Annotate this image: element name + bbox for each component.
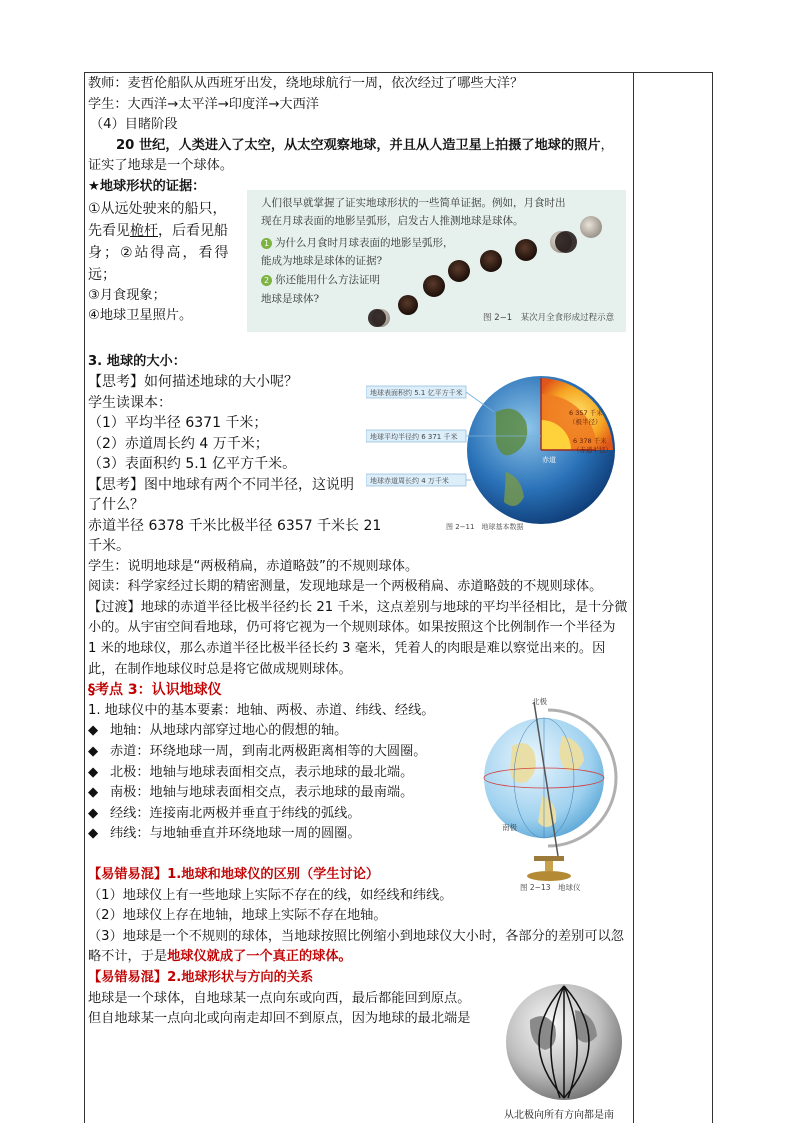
underlined-text: 桅杆	[130, 222, 158, 239]
moon-icon	[480, 250, 502, 272]
text-line: 阅读：科学家经过长期的精密测量，发现地球是一个两极稍扁、赤道略鼓的不规则球体。	[88, 579, 603, 595]
moon-icon	[580, 216, 602, 238]
number-badge: 2	[261, 275, 272, 286]
text-line: 但自地球某一点向北或向南走却回不到原点，因为地球的最北端是	[88, 1011, 471, 1027]
text-line: 学生：大西洋→太平洋→印度洋→大西洋	[88, 96, 319, 112]
text-line: （1）平均半径 6371 千米；	[88, 415, 268, 432]
text-line: （4）目睹阶段	[90, 117, 178, 133]
figure-text: 现在月球表面的地影呈弧形，启发古人推测地球是球体。	[261, 215, 524, 227]
text-line: （3）表面积约 5.1 亿平方千米。	[88, 456, 297, 473]
bullet-icon: ◆	[88, 764, 99, 780]
text-line: （2）地球仪上存在地轴，地球上实际不存在地轴。	[88, 908, 387, 924]
figure-label: （赤道半径）	[573, 446, 612, 454]
tip-label: 【易错易混】	[88, 969, 168, 985]
moon-icon	[423, 275, 445, 297]
text-run: ，后看见船	[158, 222, 228, 239]
text-run: 先看见	[88, 222, 130, 239]
bullet-icon: ◆	[88, 805, 99, 821]
tip-label: 【易错易混】	[88, 866, 168, 882]
table-column-divider	[633, 72, 634, 1123]
figure-caption: 图 2−11 地球基本数据	[446, 523, 524, 531]
moon-icon	[515, 239, 537, 261]
bullet-text: 经线：连接南北两极并垂直于纬线的弧线。	[110, 805, 361, 821]
earth-data-figure	[366, 372, 628, 540]
text-line: 身；②站得高，看得	[88, 244, 231, 261]
figure-caption: 从北极向所有方向都是南	[504, 1110, 614, 1121]
globe-illustration	[472, 696, 632, 892]
paragraph-transition: 【过渡】地球的赤道半径比极半径约长 21 千米，这点差别与地球的平均半径相比，是十分微小的。从宇宙空间看地球，仍可将它视为一个规则球体。如果按照这个比例制作一个半径为 1 米的地球仪，那么赤道半径比极半径长约 3 毫米，凭着人的肉眼是难以察觉出来的。因此，在制作地球仪时总是将它做成规则球体。	[88, 599, 628, 677]
text-line: ①从远处驶来的船只，	[88, 200, 227, 217]
text-line: 远；	[88, 266, 116, 283]
text-line	[88, 927, 628, 968]
highlight-text: 地球仪就成了一个真正的球体。	[167, 949, 352, 965]
section-heading-3: §考点 3：认识地球仪	[88, 682, 222, 699]
bullet-icon: ◆	[88, 744, 99, 759]
highlight-text: 人造卫星上拍摄了地球的照片	[429, 137, 601, 153]
text-line: 学生读课本：	[88, 394, 172, 411]
text-run: （3）地球是一个不规则的球体，当地球按照比例缩小到地球仪大小时，各部分的差别可以忽略不计，于是	[88, 928, 624, 965]
moon-icon	[398, 295, 418, 315]
direction-globe-illustration	[500, 980, 628, 1104]
direction-globe-figure	[500, 980, 628, 1122]
figure-label: 赤道	[542, 456, 556, 464]
text-run: 20 世纪，人类进入了太空，从太空观察地球，并且从	[116, 137, 430, 153]
figure-label: 地球赤道周长约 4 万千米	[370, 477, 449, 485]
tip-title: 2.地球形状与方向的关系	[167, 969, 314, 985]
bullet-text: 南极：地轴与地球表面相交点，表示地球的最南端。	[110, 785, 414, 801]
figure-text: 人们很早就掌握了证实地球形状的一些简单证据。例如，月食时出	[261, 197, 566, 209]
figure-caption: 图 2−13 地球仪	[520, 883, 581, 892]
bullet-text: 北极：地轴与地球表面相交点，表示地球的最北端。	[110, 764, 414, 780]
text-line: ③月食现象；	[88, 287, 166, 303]
tip-title: 1.地球和地球仪的区别（学生讨论）	[167, 866, 380, 882]
text-line: （1）地球仪上有一些地球上实际不存在的线，如经线和纬线。	[88, 887, 453, 903]
text-run: ，	[600, 137, 614, 153]
text-line	[88, 136, 630, 157]
figure-text: 你还能用什么方法证明	[275, 274, 380, 286]
bullet-text: 赤道：环绕地球一周，到南北两极距离相等的大圆圈。	[110, 744, 427, 759]
lunar-eclipse-figure	[247, 190, 626, 332]
bullet-icon: ◆	[88, 723, 99, 739]
figure-text: 为什么月食时月球表面的地影呈弧形，	[275, 237, 454, 249]
bullet-text: 纬线：与地轴垂直并环绕地球一周的圆圈。	[110, 826, 361, 842]
figure-text: 能成为地球是球体的证据?	[261, 255, 383, 267]
text-line: ④地球卫星照片。	[88, 307, 193, 323]
figure-label: 地球平均半径约 6 371 千米	[370, 433, 458, 441]
text-line: 地球是一个球体，自地球某一点向东或向西，最后都能回到原点。	[88, 990, 471, 1006]
text-line: 赤道半径 6378 千米比极半径 6357 千米长 21	[88, 517, 382, 534]
figure-label: 地球表面积约 5.1 亿平方千米	[370, 389, 463, 397]
text-line: 【思考】如何描述地球的大小呢？	[88, 374, 298, 391]
text-line: 教师：麦哲伦船队从西班牙出发，绕地球航行一周，依次经过了哪些大洋？	[88, 76, 524, 91]
text-line: 证实了地球是一个球体。	[88, 158, 234, 174]
text-line: 千米。	[88, 538, 130, 555]
figure-caption: 图 2−1 某次月全食形成过程示意	[483, 313, 615, 323]
section-heading: 3. 地球的大小：	[88, 353, 186, 369]
figure-label: （极半径）	[569, 418, 602, 426]
moon-icon	[448, 260, 470, 282]
text-line: （2）赤道周长约 4 万千米；	[88, 435, 269, 452]
south-pole-label: 南极	[502, 823, 517, 832]
bullet-icon: ◆	[88, 826, 99, 842]
text-line: 学生：说明地球是“两极稍扁，赤道略鼓”的不规则球体。	[88, 558, 419, 574]
globe-figure	[472, 696, 632, 892]
bullet-text: 地轴：从地球内部穿过地心的假想的轴。	[110, 723, 348, 739]
evidence-heading: ★地球形状的证据：	[88, 178, 206, 194]
text-line: 了什么？	[88, 497, 144, 514]
text-line: 1. 地球仪中的基本要素：地轴、两极、赤道、纬线、经线。	[88, 702, 435, 718]
text-line: 【思考】图中地球有两个不同半径，这说明	[88, 476, 354, 493]
north-pole-label: 北极	[532, 697, 547, 706]
number-badge: 1	[261, 238, 272, 249]
figure-label: 6 378 千米	[573, 437, 607, 445]
bullet-icon: ◆	[88, 785, 99, 801]
figure-label: 6 357 千米	[569, 409, 603, 417]
figure-text: 地球是球体?	[261, 293, 320, 305]
